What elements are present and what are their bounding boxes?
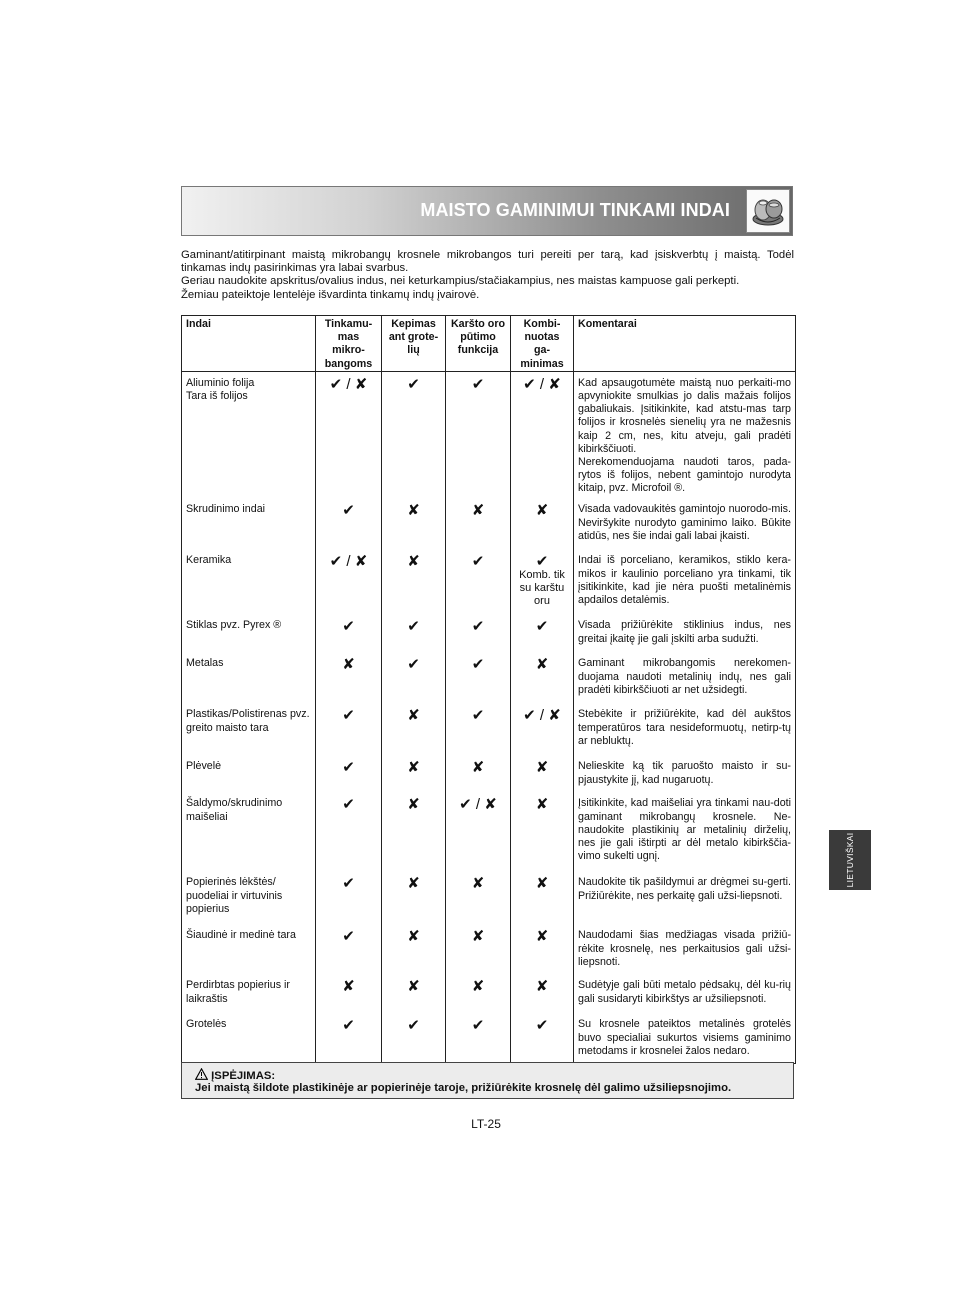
grill-suitability-cell-text: ✘ (407, 796, 420, 814)
combi-suitability-cell-text: ✘ (535, 796, 549, 814)
section-title: MAISTO GAMINIMUI TINKAMI INDAI (420, 200, 730, 220)
grill-suitability-cell-text: ✘ (407, 553, 420, 571)
warning-title-text: ĮSPĖJIMAS: (211, 1070, 276, 1082)
grill-suitability-cell-text: ✔ (407, 375, 420, 393)
grill-suitability-cell (382, 978, 446, 1017)
combi-suitability-cell-text: ✔ (535, 1017, 549, 1035)
comment-cell (574, 978, 796, 1017)
combi-suitability-cell-text: ✘ (535, 759, 549, 777)
combi-suitability-cell (511, 707, 574, 759)
cookware-name-cell-text: Plėvelė (186, 760, 222, 773)
intro-text (181, 249, 794, 302)
combi-suitability-cell-text: ✘ (535, 656, 549, 674)
language-side-tab (829, 830, 871, 890)
microwave-suitability-cell-text: ✔ / ✘ (329, 553, 368, 571)
grill-suitability-cell (382, 618, 446, 656)
comment-cell-text: Visada prižiūrėkite stiklinius indus, nes greitai įkaitę jie gali įskilti arba sudužti. (578, 619, 791, 645)
table-row (182, 553, 796, 618)
combi-suitability-cell (511, 502, 574, 553)
table-row (182, 978, 796, 1017)
microwave-suitability-cell (316, 707, 382, 759)
grill-suitability-cell-text: ✔ (407, 656, 420, 674)
cookware-name-cell (182, 1017, 316, 1063)
grill-suitability-cell (382, 875, 446, 928)
convection-suitability-cell (446, 978, 511, 1017)
grill-suitability-cell-text: ✘ (407, 759, 420, 777)
col-header-combi: Kombi-nuotas ga-minimas (511, 316, 574, 372)
table-row (182, 707, 796, 759)
col-header-convection: Karšto oro pūtimo funkcija (446, 316, 511, 372)
grill-suitability-cell-text: ✘ (407, 502, 420, 520)
convection-suitability-cell (446, 1017, 511, 1063)
grill-suitability-cell-text: ✔ (407, 618, 420, 636)
intro-paragraph: Žemiau pateiktoje lentelėje išvardinta tinkamų indų įvairovė. (181, 288, 480, 301)
cookware-name-cell (182, 618, 316, 656)
combi-suitability-cell (511, 796, 574, 875)
col-header-indai: Indai (182, 316, 316, 372)
warning-text: Jei maistą šildote plastikinėje ar popierinėje taroje, prižiūrėkite krosnelę dėl galimo užsiliepsnojimo. (195, 1082, 732, 1094)
cookware-name-cell-text: Perdirbtas popierius ir laikraštis (186, 979, 290, 1005)
table-row (182, 1017, 796, 1063)
cookware-name-cell-text: Stiklas pvz. Pyrex ® (186, 619, 282, 632)
convection-suitability-cell (446, 875, 511, 928)
warning-box (181, 1062, 794, 1099)
combi-suitability-cell-text: ✘ (535, 978, 549, 996)
table-row (182, 759, 796, 796)
comment-cell-text: Su krosnele pateiktos metalinės grotelės buvo specialiai sukurtos visiems gaminimo metodams ir krosnelei žalos nedaro. (578, 1018, 791, 1057)
comment-cell-text: Visada vadovaukitės gamintojo nuorodo-mis. Neviršykite nurodyto gaminimo laiko. Būkite atidūs, nes šie indai gali labai įkaisti. (578, 503, 791, 542)
comment-cell-text: Kad apsaugotumėte maistą nuo perkaiti-mo apvyniokite smulkias jo dalis mažais folijos gabaliukais. Įsitikinkite, kad atstu-mas tarp folijos ir krosnelės sienelių yra ne mažesnis kaip 2 cm, nes, kitu atveju, gali pradėti kibirkščiuoti. Nerekomenduojama naudoti taros, pada-rytos iš folijos, nebent gamintojo nurodyta kitaip, pvz. Microfoil ®. (578, 376, 791, 495)
cookware-name-cell-text: Šaldymo/skrudinimo maišeliai (186, 797, 283, 823)
convection-suitability-cell (446, 502, 511, 553)
microwave-suitability-cell (316, 928, 382, 978)
combi-note: Komb. tik su karštu oru (519, 569, 565, 608)
comment-cell (574, 707, 796, 759)
convection-suitability-cell-text: ✔ (471, 618, 485, 636)
cookware-name-cell-text: Grotelės (186, 1018, 227, 1031)
comment-cell (574, 502, 796, 553)
comment-cell (574, 1017, 796, 1063)
microwave-suitability-cell-text: ✘ (342, 656, 355, 674)
section-header (181, 186, 793, 236)
convection-suitability-cell (446, 707, 511, 759)
cookware-name-cell (182, 553, 316, 618)
col-header-comment: Komentarai (574, 316, 796, 372)
combi-suitability-cell (511, 553, 574, 618)
microwave-suitability-cell-text: ✔ (342, 502, 355, 520)
convection-suitability-cell (446, 371, 511, 502)
cookware-name-cell (182, 707, 316, 759)
cookware-name-cell-text: Plastikas/Polistirenas pvz. greito maisto tara (186, 708, 310, 734)
grill-suitability-cell (382, 502, 446, 553)
cookware-name-cell (182, 759, 316, 796)
microwave-suitability-cell-text: ✔ (342, 875, 355, 893)
convection-suitability-cell-text: ✘ (471, 978, 485, 996)
warning-title (195, 1068, 275, 1083)
convection-suitability-cell-text: ✘ (471, 502, 485, 520)
convection-suitability-cell-text: ✔ (471, 375, 485, 393)
combi-suitability-cell-text: ✘ (535, 875, 549, 893)
grill-suitability-cell (382, 928, 446, 978)
convection-suitability-cell-text: ✔ (471, 1017, 485, 1035)
comment-cell (574, 759, 796, 796)
cookware-name-cell (182, 502, 316, 553)
cookware-name-cell (182, 371, 316, 502)
comment-cell-text: Sudėtyje gali būti metalo pėdsakų, dėl ku-rių gali susidaryti kibirkštys ar užsiliepsnoti. (578, 979, 791, 1005)
grill-suitability-cell (382, 371, 446, 502)
microwave-suitability-cell (316, 759, 382, 796)
intro-paragraph: Geriau naudokite apskritus/ovalius indus, nei keturkampius/stačiakampius, nes maistas kampuose gali perkepti. (181, 275, 740, 288)
microwave-suitability-cell-text: ✔ (342, 1017, 355, 1035)
convection-suitability-cell-text: ✘ (471, 875, 485, 893)
cookware-name-cell-text: Aliuminio folija Tara iš folijos (186, 376, 255, 403)
convection-suitability-cell (446, 618, 511, 656)
cookware-name-cell (182, 796, 316, 875)
cookware-table (181, 315, 796, 1064)
convection-suitability-cell (446, 796, 511, 875)
table-row (182, 796, 796, 875)
table-row (182, 618, 796, 656)
table-row (182, 656, 796, 707)
grill-suitability-cell (382, 656, 446, 707)
comment-cell-text: Gaminant mikrobangomis nerekomen-duojama naudoti metalinių indų, nes gali pradėti kibirkščiuoti ar net užsidegti. (578, 657, 791, 696)
grill-suitability-cell-text: ✘ (407, 707, 420, 725)
comment-cell-text: Stebėkite ir prižiūrėkite, kad dėl aukštos temperatūros tara nesideformuotų, netirp-tų ar nebluktų. (578, 708, 791, 747)
combi-suitability-cell (511, 1017, 574, 1063)
cookware-name-cell-text: Šiaudinė ir medinė tara (186, 929, 296, 942)
grill-suitability-cell-text: ✘ (407, 978, 420, 996)
table-row (182, 875, 796, 928)
comment-cell (574, 371, 796, 502)
comment-cell-text: Indai iš porceliano, keramikos, stiklo kera-mikos ir kaulinio porceliano yra tinkami, tik įsitikinkite, kad jie nėra puošti metalinėmis apdailos detalėmis. (578, 554, 791, 606)
microwave-suitability-cell-text: ✔ (342, 618, 355, 636)
microwave-suitability-cell (316, 371, 382, 502)
table-row (182, 371, 796, 502)
microwave-suitability-cell (316, 502, 382, 553)
grill-suitability-cell-text: ✔ (407, 1017, 420, 1035)
combi-suitability-cell-text: ✔ (535, 618, 549, 636)
comment-cell (574, 618, 796, 656)
microwave-suitability-cell (316, 553, 382, 618)
comment-cell (574, 796, 796, 875)
convection-suitability-cell-text: ✘ (471, 928, 485, 946)
cookware-name-cell (182, 875, 316, 928)
convection-suitability-cell-text: ✔ (471, 656, 485, 674)
combi-suitability-cell (511, 759, 574, 796)
col-header-microwave: Tinkamu-mas mikro-bangoms (316, 316, 382, 372)
cookware-name-cell-text: Skrudinimo indai (186, 503, 266, 516)
cookware-name-cell-text: Keramika (186, 554, 232, 567)
combi-suitability-cell-text: ✔ / ✘ (523, 375, 561, 393)
grill-suitability-cell (382, 759, 446, 796)
microwave-suitability-cell (316, 796, 382, 875)
language-side-tab-label: LIETUVIŠKAI (845, 832, 855, 888)
convection-suitability-cell-text: ✔ / ✘ (459, 796, 497, 814)
combi-suitability-cell (511, 928, 574, 978)
cookware-name-cell (182, 978, 316, 1017)
comment-cell (574, 656, 796, 707)
combi-suitability-cell-text: ✔ (535, 553, 549, 571)
col-header-grill: Kepimas ant grote-lių (382, 316, 446, 372)
grill-suitability-cell-text: ✘ (407, 875, 420, 893)
combi-suitability-cell-text: ✘ (535, 928, 549, 946)
intro-paragraph: Gaminant/atitirpinant maistą mikrobangų krosnele mikrobangos turi pereiti per tarą, kad įsiskverbtų į maistą. Todėl tinkamas indų pasirinkimas yra labai svarbus. (181, 249, 794, 275)
combi-suitability-cell (511, 875, 574, 928)
microwave-suitability-cell-text: ✔ (342, 928, 355, 946)
microwave-suitability-cell (316, 1017, 382, 1063)
microwave-suitability-cell (316, 656, 382, 707)
cookware-name-cell (182, 928, 316, 978)
combi-suitability-cell (511, 978, 574, 1017)
microwave-suitability-cell-text: ✔ / ✘ (329, 375, 368, 393)
grill-suitability-cell (382, 796, 446, 875)
comment-cell (574, 875, 796, 928)
convection-suitability-cell-text: ✔ (471, 707, 485, 725)
cookware-icon (746, 189, 790, 233)
combi-suitability-cell-text: ✘ (535, 502, 549, 520)
table-row (182, 928, 796, 978)
page-number: LT-25 (471, 1117, 501, 1131)
grill-suitability-cell (382, 1017, 446, 1063)
microwave-suitability-cell-text: ✔ (342, 759, 355, 777)
convection-suitability-cell-text: ✘ (471, 759, 485, 777)
microwave-suitability-cell-text: ✘ (342, 978, 355, 996)
combi-suitability-cell (511, 618, 574, 656)
table-header-row (182, 316, 796, 372)
combi-suitability-cell-text: ✔ / ✘ (523, 707, 561, 725)
combi-suitability-cell (511, 656, 574, 707)
table-row (182, 502, 796, 553)
comment-cell-text: Nelieskite ką tik paruošto maisto ir su-pjaustykite jį, kad nugaruotų. (578, 760, 791, 786)
comment-cell-text: Naudodami šias medžiagas visada prižiū-rėkite krosnelę, nes perkaitusios gali užsi-liepsnoti. (578, 929, 791, 968)
grill-suitability-cell (382, 553, 446, 618)
grill-suitability-cell (382, 707, 446, 759)
warning-triangle-icon (195, 1068, 208, 1080)
comment-cell-text: Įsitikinkite, kad maišeliai yra tinkami nau-doti gaminant mikrobangų krosnele. Ne-naudokite plastikinių ar metalinių dirželių, nes jie gali ištirpti ar dėl metalo kibirkščia-vimo sukelti ugnį. (578, 797, 791, 863)
convection-suitability-cell (446, 656, 511, 707)
microwave-suitability-cell-text: ✔ (342, 796, 355, 814)
convection-suitability-cell (446, 759, 511, 796)
comment-cell (574, 928, 796, 978)
convection-suitability-cell (446, 928, 511, 978)
convection-suitability-cell (446, 553, 511, 618)
microwave-suitability-cell (316, 978, 382, 1017)
grill-suitability-cell-text: ✘ (407, 928, 420, 946)
microwave-suitability-cell (316, 875, 382, 928)
comment-cell (574, 553, 796, 618)
convection-suitability-cell-text: ✔ (471, 553, 485, 571)
cookware-name-cell-text: Popierinės lėkštės/ puodeliai ir virtuvinis popierius (186, 876, 283, 915)
microwave-suitability-cell-text: ✔ (342, 707, 355, 725)
comment-cell-text: Naudokite tik pašildymui ar drėgmei su-gerti. Prižiūrėkite, nes perkaitę gali užsi-liepsnoti. (578, 876, 791, 902)
combi-suitability-cell (511, 371, 574, 502)
cookware-name-cell-text: Metalas (186, 657, 224, 670)
cookware-name-cell (182, 656, 316, 707)
microwave-suitability-cell (316, 618, 382, 656)
